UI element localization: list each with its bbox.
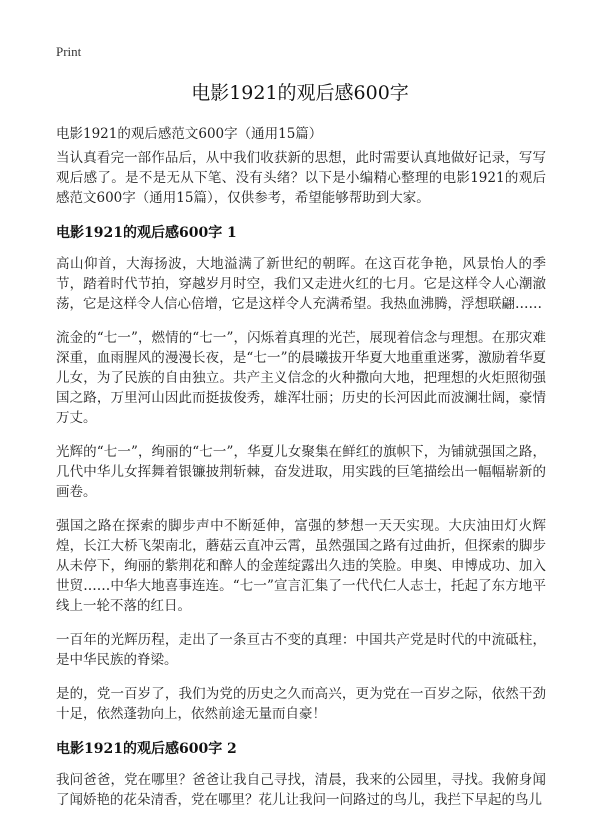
section-paragraph: 流金的“七一”，燃情的“七一”，闪烁着真理的光芒，展现着信念与理想。在那灾难深重，血雨腥风的漫漫长夜，是“七一”的晨曦拔开华夏大地重重迷雾，激励着华夏儿女，为了民族的自由独立。共产主义信念的火种撒向大地，把理想的火炬照彻强国之路，万里河山因此而挺拔俊秀，雄浑壮丽；历史的长河因此而波澜壮阔，豪情万丈。 <box>56 330 546 426</box>
section-heading: 电影1921的观后感600字 2 <box>56 741 237 757</box>
section-heading: 电影1921的观后感600字 1 <box>56 225 237 241</box>
section-paragraph: 光辉的“七一”，绚丽的“七一”，华夏儿女聚集在鲜红的旗帜下，为铺就强国之路，几代中华儿女挥舞着银镰披荆斩棘，奋发进取，用实践的巨笔描绘出一幅幅崭新的画卷。 <box>56 444 546 500</box>
section-paragraph: 强国之路在探索的脚步声中不断延伸，富强的梦想一天天实现。大庆油田灯火辉煌，长江大桥飞架南北，蘑菇云直冲云霄，虽然强国之路有过曲折，但探索的脚步从未停下，绚丽的紫荆花和醉人的金莲绽露出久违的笑脸。申奥、申博成功、加入世贸……中华大地喜事连连。“七一”宣言汇集了一代代仁人志士，托起了东方地平线上一轮不落的红日。 <box>56 518 546 614</box>
section-paragraph: 一百年的光辉历程，走出了一条亘古不变的真理：中国共产党是时代的中流砥柱，是中华民族的脊梁。 <box>56 632 546 668</box>
print-link[interactable]: Print <box>56 44 82 59</box>
page-subtitle: 电影1921的观后感范文600字（通用15篇） <box>56 126 323 142</box>
section-paragraph: 我问爸爸，党在哪里？爸爸让我自己寻找，清晨，我来的公园里，寻找。我俯身闻了闻娇艳的花朵清香，党在哪里？花儿让我问一问路过的鸟儿，我拦下早起的鸟儿 <box>56 772 546 808</box>
section-paragraph: 高山仰首，大海扬波，大地溢满了新世纪的朝晖。在这百花争艳，风景怡人的季节，踏着时代节拍，穿越岁月时空，我们又走进火红的七月。它是这样令人心潮澈荡，它是这样令人信心倍增，它是这样令人充满希望。我热血沸腾，浮想联翩…… <box>56 256 546 312</box>
page-title: 电影1921的观后感600字 <box>191 82 409 104</box>
article-body <box>56 148 546 824</box>
section-paragraph: 是的，党一百岁了，我们为党的历史之久而高兴，更为党在一百岁之际，依然干劲十足，依然蓬勃向上，依然前途无量而自豪！ <box>56 686 546 722</box>
intro-paragraph: 当认真看完一部作品后，从中我们收获新的思想，此时需要认真地做好记录，写写观后感了。是不是无从下笔、没有头绪？以下是小编精心整理的电影1921的观后感范文600字（通用15篇），仅供参考，希望能够帮助到大家。 <box>56 150 546 206</box>
